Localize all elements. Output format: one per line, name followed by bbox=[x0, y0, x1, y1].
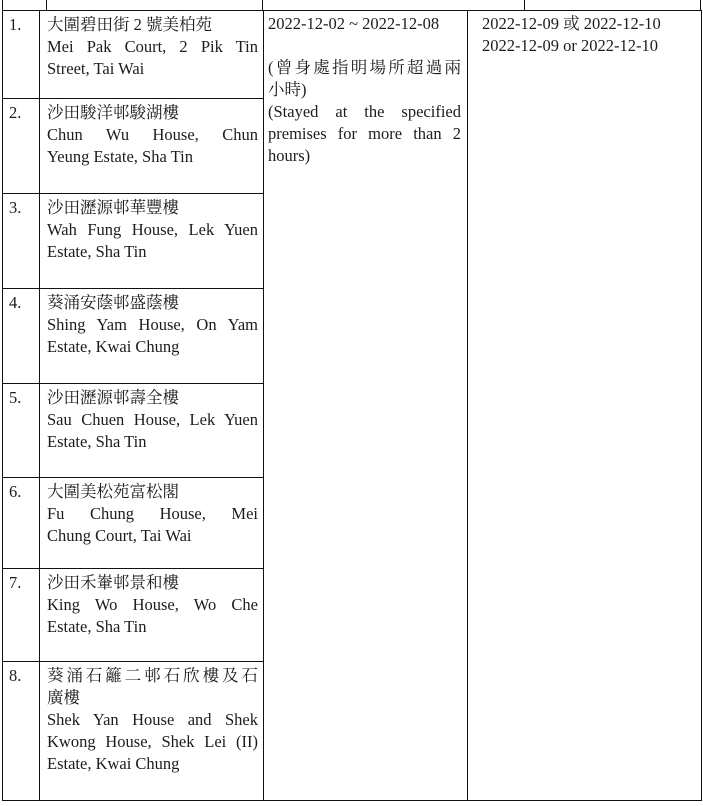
fragment-column-divider bbox=[46, 0, 47, 10]
premises-en: Shek Yan House and Shek Kwong House, Shek Lei (II) Estate, Kwai Chung bbox=[47, 710, 258, 773]
previous-row-fragment bbox=[2, 0, 701, 10]
premises-en: Chun Wu House, Chun Yeung Estate, Sha Tin bbox=[47, 125, 258, 166]
report-date-zh: 2022-12-09 或 2022-12-10 bbox=[482, 14, 661, 33]
fragment-column-divider bbox=[524, 0, 525, 10]
premises-cell bbox=[40, 384, 264, 478]
premises-zh: 沙田駿洋邨駿湖樓 bbox=[47, 103, 179, 122]
premises-cell bbox=[40, 99, 264, 194]
row-number: 4. bbox=[3, 289, 40, 384]
row-number: 2. bbox=[3, 99, 40, 194]
report-date-en: 2022-12-09 or 2022-12-10 bbox=[482, 36, 658, 55]
premises-en: Wah Fung House, Lek Yuen Estate, Sha Tin bbox=[47, 220, 258, 261]
premises-zh: 大圍美松苑富松閣 bbox=[47, 482, 179, 501]
premises-zh: 葵涌石籬二邨石欣樓及石 廣樓 bbox=[47, 666, 258, 707]
premises-en: Mei Pak Court, 2 Pik Tin Street, Tai Wai bbox=[47, 37, 258, 78]
premises-cell bbox=[40, 662, 264, 801]
period-note-en: (Stayed at the specified premises for more than 2 hours) bbox=[268, 102, 461, 165]
premises-zh: 沙田瀝源邨壽全樓 bbox=[47, 388, 179, 407]
premises-en: Sau Chuen House, Lek Yuen Estate, Sha Tin bbox=[47, 410, 258, 451]
premises-table bbox=[2, 10, 702, 801]
row-number: 8. bbox=[3, 662, 40, 801]
premises-cell bbox=[40, 194, 264, 289]
document-page bbox=[2, 0, 701, 801]
premises-cell bbox=[40, 478, 264, 569]
period-note-zh: (曾身處指明場所超過兩 小時) bbox=[268, 58, 461, 99]
premises-zh: 沙田瀝源邨華豐樓 bbox=[47, 198, 179, 217]
row-number: 6. bbox=[3, 478, 40, 569]
premises-en: Shing Yam House, On Yam Estate, Kwai Chung bbox=[47, 315, 258, 356]
report-dates-cell bbox=[468, 11, 702, 801]
fragment-column-divider bbox=[262, 0, 263, 10]
row-number: 3. bbox=[3, 194, 40, 289]
premises-en: Fu Chung House, Mei Chung Court, Tai Wai bbox=[47, 504, 258, 545]
premises-cell bbox=[40, 289, 264, 384]
row-number: 7. bbox=[3, 569, 40, 662]
premises-cell bbox=[40, 569, 264, 662]
premises-zh: 葵涌安蔭邨盛蔭樓 bbox=[47, 293, 179, 312]
premises-zh: 大圍碧田街 2 號美柏苑 bbox=[47, 15, 212, 34]
row-number: 1. bbox=[3, 11, 40, 99]
premises-cell bbox=[40, 11, 264, 99]
period-date-range: 2022-12-02 ~ 2022-12-08 bbox=[268, 14, 440, 33]
row-number: 5. bbox=[3, 384, 40, 478]
premises-zh: 沙田禾輋邨景和樓 bbox=[47, 573, 179, 592]
premises-en: King Wo House, Wo Che Estate, Sha Tin bbox=[47, 595, 258, 636]
period-cell bbox=[264, 11, 468, 801]
table-row bbox=[3, 11, 702, 99]
